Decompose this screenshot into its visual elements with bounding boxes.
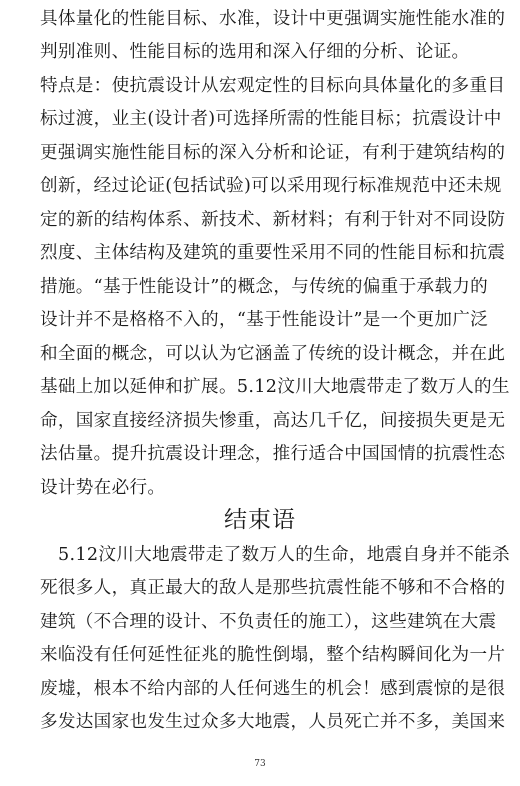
conclusion-line: 建筑（不合理的设计、不负责任的施工），这些建筑在大震	[40, 612, 497, 632]
conclusion-line: 多发达国家也发生过众多大地震，人员死亡并不多，美国来	[40, 712, 506, 732]
body-line: 设计并不是格格不入的，“基于性能设计”是一个更加广泛	[40, 310, 489, 330]
body-line: 法估量。提升抗震设计理念，推行适合中国国情的抗震性态	[40, 444, 506, 464]
body-line: 特点是：使抗震设计从宏观定性的目标向具体量化的多重目	[40, 76, 506, 96]
conclusion-line: 来临没有任何延性征兆的脆性倒塌，整个结构瞬间化为一片	[40, 645, 506, 665]
body-line: 判别准则、性能目标的选用和深入仔细的分析、论证。	[40, 42, 470, 62]
body-line: 烈度、主体结构及建筑的重要性采用不同的性能目标和抗震	[40, 243, 506, 263]
page-number: 73	[254, 759, 266, 769]
body-line: 设计势在必行。	[40, 478, 166, 498]
body-line: 更强调实施性能目标的深入分析和论证，有利于建筑结构的	[40, 143, 506, 163]
body-line: 具体量化的性能目标、水准，设计中更强调实施性能水准的	[40, 9, 506, 29]
body-line: 创新，经过论证(包括试验)可以采用现行标准规范中还未规	[40, 176, 502, 196]
conclusion-line: 废墟，根本不给内部的人任何逃生的机会！感到震惊的是很	[40, 679, 506, 699]
conclusion-line: 5.12汶川大地震带走了数万人的生命，地震自身并不能杀	[58, 545, 510, 565]
body-line: 措施。“基于性能设计”的概念，与传统的偏重于承载力的	[40, 277, 489, 297]
conclusion-line: 死很多人，真正最大的敌人是那些抗震性能不够和不合格的	[40, 578, 506, 598]
body-line: 标过渡，业主(设计者)可选择所需的性能目标；抗震设计中	[40, 109, 502, 129]
body-line: 和全面的概念，可以认为它涵盖了传统的设计概念，并在此	[40, 344, 506, 364]
body-line: 命，国家直接经济损失惨重，高达几千亿，间接损失更是无	[40, 411, 506, 431]
section-heading: 结束语	[224, 507, 296, 533]
body-line: 定的新的结构体系、新技术、新材料；有利于针对不同设防	[40, 210, 506, 230]
body-line: 基础上加以延伸和扩展。5.12汶川大地震带走了数万人的生	[40, 377, 510, 397]
